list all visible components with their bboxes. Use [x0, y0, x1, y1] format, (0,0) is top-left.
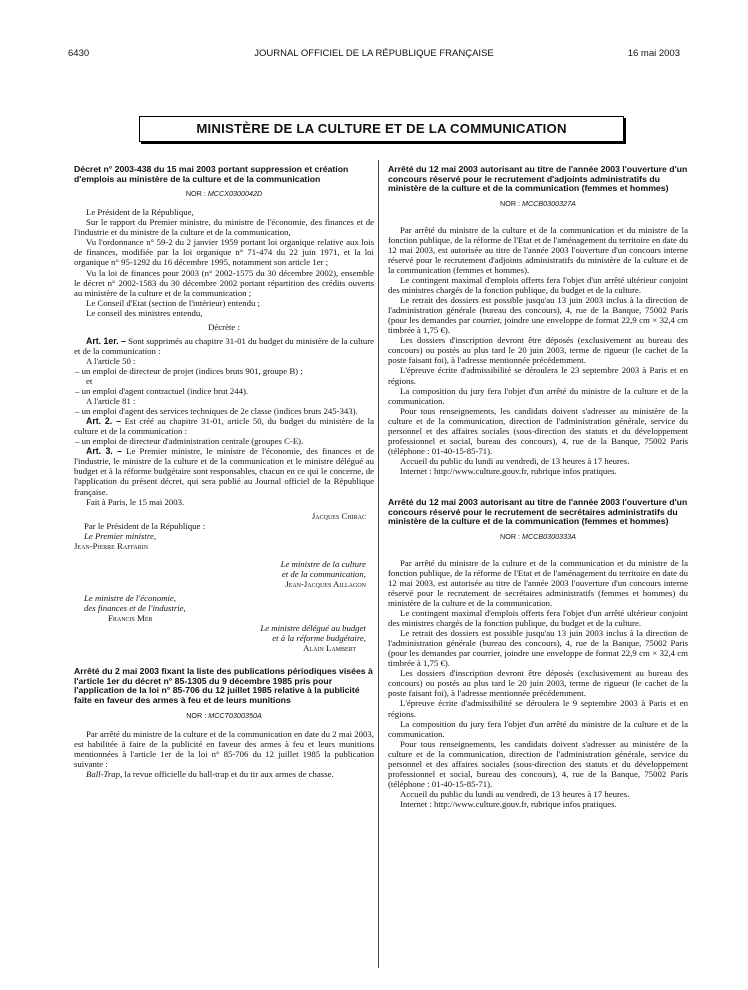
- paragraph: Vu l'ordonnance n° 59-2 du 2 janvier 1959 portant loi organique relative aux lois de finances, modifiée par la loi organique n° 71-474 du 22 juin 1971, et la loi organique n° 95-1292 du 16 décembre 1995, notamment son article 1er ;: [74, 237, 374, 268]
- decret-title: Décret n° 2003-438 du 15 mai 2003 portant suppression et création d'emplois au ministère de la culture et de la communication: [74, 164, 349, 184]
- article-3: Art. 3. – Le Premier ministre, le ministre de l'économie, des finances et de l'industrie, le ministre de la culture et de la communication et le ministre délégué au budget et à la réforme budgétaire sont responsables, chacun en ce qui le concerne, de l'application du présent décret, qui sera publié au Journal officiel de la République française.: [74, 446, 374, 497]
- paragraph: Le Conseil d'Etat (section de l'intérieur) entendu ;: [86, 297, 260, 308]
- journal-title: JOURNAL OFFICIEL DE LA RÉPUBLIQUE FRANÇAISE: [254, 48, 494, 59]
- eco-title-2: des finances et de l'industrie,: [84, 602, 186, 613]
- arrete-adjoints-nor-code: MCCB0300327A: [522, 198, 576, 208]
- paragraph: Par arrêté du ministre de la culture et de la communication et du ministre de la fonction publique, de la réforme de l'Etat et de l'aménagement du territoire en date du 12 mai 2003, est autorisée au titre de l'année 2003 l'ouverture d'un concours interne réservé pour le recrutement d'adjoints administratifs du ministère de la culture et de la communication (femmes et hommes).: [388, 224, 688, 276]
- par-le-president: Par le Président de la République :: [84, 520, 206, 531]
- ministry-title: MINISTÈRE DE LA CULTURE ET DE LA COMMUNICATION: [139, 116, 624, 142]
- issue-date: 16 mai 2003: [627, 48, 680, 59]
- pm-title: Le Premier ministre,: [84, 530, 157, 541]
- paragraph: Internet : http://www.culture.gouv.fr, rubrique infos pratiques.: [400, 465, 617, 476]
- paragraph: Internet : http://www.culture.gouv.fr, rubrique infos pratiques.: [400, 798, 617, 809]
- culture-title-2: et de la communication,: [281, 568, 366, 579]
- arrete-adjoints-nor: NOR : MCCB0300327A: [500, 198, 576, 208]
- paragraph: Pour tous renseignements, les candidats doivent s'adresser au ministère de la culture et de la communication, direction de l'administration générale, service du personnel et des affaires sociales (sous-direction des statuts et du développement professionnel et social, bureau des concours), 4, rue de la Banque, 75002 Paris (téléphone : 01-40-15-85-71).: [388, 738, 688, 789]
- culture-title-1: Le ministre de la culture: [280, 558, 366, 569]
- paragraph: Vu la loi de finances pour 2003 (n° 2002-1575 du 30 décembre 2002), ensemble le décret n° 2002-1583 du 30 décembre 2002 portant répartition des crédits ouverts au ministère de la culture et de la communication ;: [74, 267, 374, 298]
- paragraph: La composition du jury fera l'objet d'un arrêté du ministre de la culture et de la communication.: [388, 718, 688, 739]
- paragraph: Le retrait des dossiers est possible jusqu'au 13 juin 2003 inclus à la direction de l'administration générale (bureau des concours), 4, rue de la Banque, 75002 Paris (pour les demandes par courrier, joindre une enveloppe de format 22,9 cm × 32,4 cm timbrée à 1,75 €).: [388, 628, 688, 669]
- list-item: – un emploi de directeur de projet (indices bruts 901, groupe B) ;: [75, 365, 303, 376]
- paragraph: Le contingent maximal d'emplois offerts fera l'objet d'un arrêté ultérieur conjoint des ministres chargés de la fonction publique, du budget et de la culture.: [388, 608, 688, 629]
- arrete-publications-title: Arrêté du 2 mai 2003 fixant la liste des publications périodiques visées à l'article 1er du décret n° 85-1305 du 9 décembre 1985 pris pour l'application de la loi n° 85-706 du 12 juillet 1985 relative à la publicité faite en faveur des armes à feu et de leurs munitions: [74, 666, 373, 705]
- paragraph: Le retrait des dossiers est possible jusqu'au 13 juin 2003 inclus à la direction de l'administration générale (bureau des concours), 4, rue de la Banque, 75002 Paris (pour les demandes par courrier, joindre une enveloppe de format 22,9 cm × 32,4 cm timbrée à 1,75 €).: [388, 295, 688, 336]
- signature-chirac: Jacques Chirac: [311, 510, 366, 521]
- paragraph: Le conseil des ministres entendu,: [86, 307, 203, 318]
- left-column: [74, 165, 374, 779]
- decret-nor-code: MCCX0300042D: [207, 189, 263, 199]
- paragraph: Le contingent maximal d'emplois offerts fera l'objet d'un arrêté ultérieur conjoint des ministres chargés de la fonction publique, du budget et de la culture.: [388, 275, 688, 296]
- article-1-a50: A l'article 50 :: [86, 355, 136, 366]
- budget-title-1: Le ministre délégué au budget: [260, 623, 366, 634]
- decrete-heading: Décrète :: [208, 321, 240, 332]
- article-1-a81: A l'article 81 :: [86, 396, 136, 407]
- fait-a-paris: Fait à Paris, le 15 mai 2003.: [86, 496, 185, 507]
- paragraph: L'épreuve écrite d'admissibilité se déroulera le 23 septembre 2003 à Paris et en régions.: [388, 365, 688, 386]
- arrete-adjoints-title: Arrêté du 12 mai 2003 autorisant au titre de l'année 2003 l'ouverture d'un concours réservé pour le recrutement d'adjoints administratifs du ministère de la culture et de la communication (femmes et hommes): [388, 164, 688, 194]
- right-column: [388, 165, 688, 809]
- paragraph: Le Président de la République,: [86, 207, 194, 218]
- list-item: – un emploi de directeur d'administration centrale (groupes C-E).: [75, 436, 304, 447]
- signature-raffarin: Jean-Pierre Raffarin: [74, 540, 149, 551]
- list-item: – un emploi d'agent contractuel (indice brut 244).: [75, 386, 249, 397]
- arrete-secretaires-title: Arrêté du 12 mai 2003 autorisant au titre de l'année 2003 l'ouverture d'un concours réservé pour le recrutement de secrétaires administratifs du ministère de la culture et de la communication (femmes et hommes): [388, 497, 688, 527]
- signature-mer: Francis Mer: [108, 613, 153, 624]
- paragraph: La composition du jury fera l'objet d'un arrêté du ministre de la culture et de la communication.: [388, 385, 688, 406]
- page-number: 6430: [68, 48, 90, 59]
- paragraph: Accueil du public du lundi au vendredi, de 13 heures à 17 heures.: [400, 788, 630, 799]
- arrete-secretaires-nor: NOR : MCCB0300333A: [500, 531, 576, 541]
- list-item: – un emploi d'agent des services techniques de 2e classe (indices bruts 245-343).: [75, 406, 358, 417]
- signature-lambert: Alain Lambert: [303, 643, 356, 654]
- budget-title-2: et à la réforme budgétaire,: [272, 633, 366, 644]
- paragraph: Pour tous renseignements, les candidats doivent s'adresser au ministère de la culture et de la communication, direction de l'administration générale, service du personnel et des affaires sociales (sous-direction des statuts et du développement professionnel et social, bureau des concours), 4, rue de la Banque, 75002 Paris (téléphone : 01-40-15-85-71).: [388, 405, 688, 456]
- paragraph: Par arrêté du ministre de la culture et de la communication en date du 2 mai 2003, est habilitée à faire de la publicité en faveur des armes à feu et leurs munitions mentionnées à l'article 1er de la loi n° 85-706 du 12 juillet 1985 la publication suivante :: [74, 728, 374, 769]
- article-3-label: Art. 3. –: [86, 446, 122, 457]
- column-divider: [378, 160, 379, 968]
- article-2-label: Art. 2. –: [86, 416, 121, 427]
- arrete-publications-nor-code: MCCT0300350A: [208, 710, 262, 720]
- article-1-et: et: [86, 375, 93, 386]
- arrete-publications-nor: NOR : MCCT0300350A: [186, 710, 262, 720]
- article-2: Art. 2. – Est créé au chapitre 31-01, article 50, du budget du ministère de la culture et de la communication :: [74, 416, 374, 437]
- paragraph: Sur le rapport du Premier ministre, du ministre de l'économie, des finances et de l'industrie et du ministre de la culture et de la communication,: [74, 217, 374, 238]
- paragraph: Les dossiers d'inscription devront être déposés (exclusivement au bureau des concours) ou postés au plus tard le 20 juin 2003, terme de rigueur (le cachet de la poste faisant foi), à l'adresse mentionnée précédemment.: [388, 335, 688, 366]
- signature-aillagon: Jean-Jacques Aillagon: [285, 578, 366, 589]
- paragraph: Accueil du public du lundi au vendredi, de 13 heures à 17 heures.: [400, 455, 630, 466]
- paragraph: Les dossiers d'inscription devront être déposés (exclusivement au bureau des concours) ou postés au plus tard le 20 juin 2003, terme de rigueur (le cachet de la poste faisant foi), à l'adresse mentionnée précédemment.: [388, 668, 688, 699]
- article-1: Art. 1er. – Sont supprimés au chapitre 31-01 du budget du ministère de la culture et de la communication :: [74, 335, 374, 356]
- eco-title-1: Le ministre de l'économie,: [84, 592, 176, 603]
- paragraph: Ball-Trap, la revue officielle du ball-trap et du tir aux armes de chasse.: [86, 768, 334, 779]
- decret-nor: NOR : MCCX0300042D: [185, 189, 263, 199]
- article-1-label: Art. 1er. –: [86, 335, 126, 346]
- page-header: [68, 48, 680, 62]
- paragraph: L'épreuve écrite d'admissibilité se déroulera le 9 septembre 2003 à Paris et en régions.: [388, 698, 688, 719]
- arrete-secretaires-nor-code: MCCB0300333A: [522, 531, 576, 541]
- paragraph: Par arrêté du ministre de la culture et de la communication et du ministre de la fonction publique, de la réforme de l'Etat et de l'aménagement du territoire en date du 12 mai 2003, est autorisée au titre de l'année 2003 l'ouverture d'un concours interne réservé pour le recrutement de secrétaires administratifs (femmes et hommes) du ministère de la culture et de la communication.: [388, 557, 688, 609]
